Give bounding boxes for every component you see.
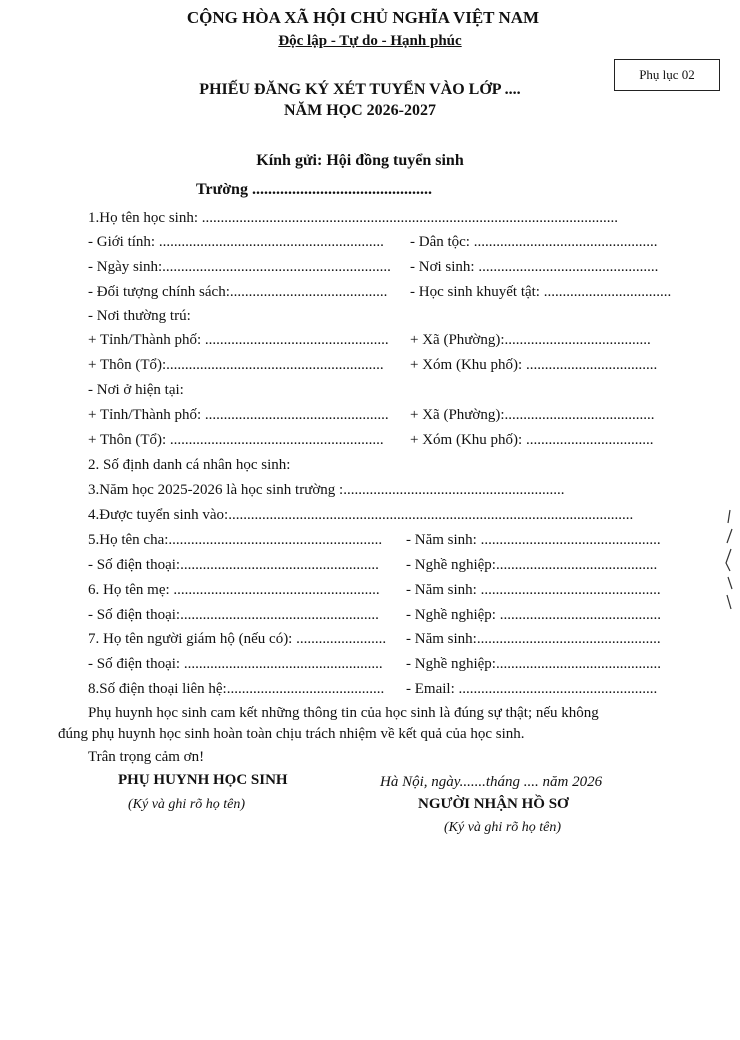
mother-birth-year-field[interactable]: - Năm sinh: ................................................ xyxy=(406,582,661,598)
birth-date-field[interactable]: - Ngày sinh:............................................................. xyxy=(88,259,391,275)
admitted-to-field[interactable]: 4.Được tuyển sinh vào:............................................................................................................ xyxy=(88,507,634,523)
mother-phone-field[interactable]: - Số điện thoại:..................................................... xyxy=(88,607,379,623)
father-phone-field[interactable]: - Số điện thoại:..................................................... xyxy=(88,557,379,573)
father-birth-year-field[interactable]: - Năm sinh: ................................................ xyxy=(406,532,661,548)
birth-place-field[interactable]: - Nơi sinh: ................................................ xyxy=(410,259,659,275)
permanent-ward-field[interactable]: + Xã (Phường):....................................... xyxy=(410,332,651,348)
policy-field[interactable]: - Đối tượng chính sách:.......................................... xyxy=(88,284,388,300)
permanent-residence-heading: - Nơi thường trú: xyxy=(88,308,191,324)
current-residence-heading: - Nơi ở hiện tại: xyxy=(88,382,184,398)
current-school-field[interactable]: 3.Năm học 2025-2026 là học sinh trường :........................................................... xyxy=(88,482,565,498)
receiver-signature-title: NGƯỜI NHẬN HỒ SƠ xyxy=(418,796,569,812)
scan-mark-icon xyxy=(718,505,738,615)
gender-field[interactable]: - Giới tính: ............................................................ xyxy=(88,234,384,250)
current-ward-field[interactable]: + Xã (Phường):........................................ xyxy=(410,407,655,423)
mother-occupation-field[interactable]: - Nghề nghiệp: ........................................... xyxy=(406,607,661,623)
guardian-name-field[interactable]: 7. Họ tên người giám hộ (nếu có): ........................ xyxy=(88,631,387,647)
current-hamlet-field[interactable]: + Xóm (Khu phố): .................................. xyxy=(410,432,654,448)
commitment-line-1: Phụ huynh học sinh cam kết những thông tin của học sinh là đúng sự thật; nếu không xyxy=(88,705,599,721)
guardian-occupation-field[interactable]: - Nghề nghiệp:............................................ xyxy=(406,656,661,672)
student-id-field[interactable]: 2. Số định danh cá nhân học sinh: xyxy=(88,457,291,473)
country-heading: CỘNG HÒA XÃ HỘI CHỦ NGHĨA VIỆT NAM xyxy=(186,8,540,27)
receiver-signature-note: (Ký và ghi rõ họ tên) xyxy=(444,820,562,835)
contact-phone-field[interactable]: 8.Số điện thoại liên hệ:.......................................... xyxy=(88,681,385,697)
mother-name-field[interactable]: 6. Họ tên mẹ: ....................................................... xyxy=(88,582,380,598)
father-occupation-field[interactable]: - Nghề nghiệp:........................................... xyxy=(406,557,658,573)
appendix-label: Phụ lục 02 xyxy=(614,59,720,91)
motto: Độc lập - Tự do - Hạnh phúc xyxy=(278,33,462,49)
parent-signature-title: PHỤ HUYNH HỌC SINH xyxy=(118,772,288,788)
commitment-line-2: đúng phụ huynh học sinh hoàn toàn chịu trách nhiệm về kết quả của học sinh. xyxy=(58,726,525,742)
place-date: Hà Nội, ngày.......tháng .... năm 2026 xyxy=(380,774,603,790)
student-name-field[interactable]: 1.Họ tên học sinh: ............................................................................................................... xyxy=(88,210,618,226)
permanent-hamlet-field[interactable]: + Xóm (Khu phố): ................................... xyxy=(410,357,658,373)
school-year-title: NĂM HỌC 2026-2027 xyxy=(284,102,436,119)
current-village-field[interactable]: + Thôn (Tổ): ......................................................... xyxy=(88,432,384,448)
addressee: Kính gửi: Hội đồng tuyển sinh xyxy=(256,152,464,169)
school-line: Trường ............................................. xyxy=(196,181,432,198)
parent-signature-note: (Ký và ghi rõ họ tên) xyxy=(128,797,246,812)
permanent-village-field[interactable]: + Thôn (Tổ):.......................................................... xyxy=(88,357,384,373)
guardian-birth-year-field[interactable]: - Năm sinh:................................................. xyxy=(406,631,661,647)
guardian-phone-field[interactable]: - Số điện thoại: ..................................................... xyxy=(88,656,383,672)
form-title: PHIẾU ĐĂNG KÝ XÉT TUYỂN VÀO LỚP .... xyxy=(199,81,521,98)
email-field[interactable]: - Email: ..................................................... xyxy=(406,681,658,697)
disability-field[interactable]: - Học sinh khuyết tật: .................................. xyxy=(410,284,672,300)
thanks-text: Trân trọng cảm ơn! xyxy=(88,749,205,765)
current-province-field[interactable]: + Tỉnh/Thành phố: ................................................. xyxy=(88,407,389,423)
permanent-province-field[interactable]: + Tỉnh/Thành phố: ................................................. xyxy=(88,332,389,348)
father-name-field[interactable]: 5.Họ tên cha:......................................................... xyxy=(88,532,383,548)
ethnicity-field[interactable]: - Dân tộc: ................................................. xyxy=(410,234,658,250)
